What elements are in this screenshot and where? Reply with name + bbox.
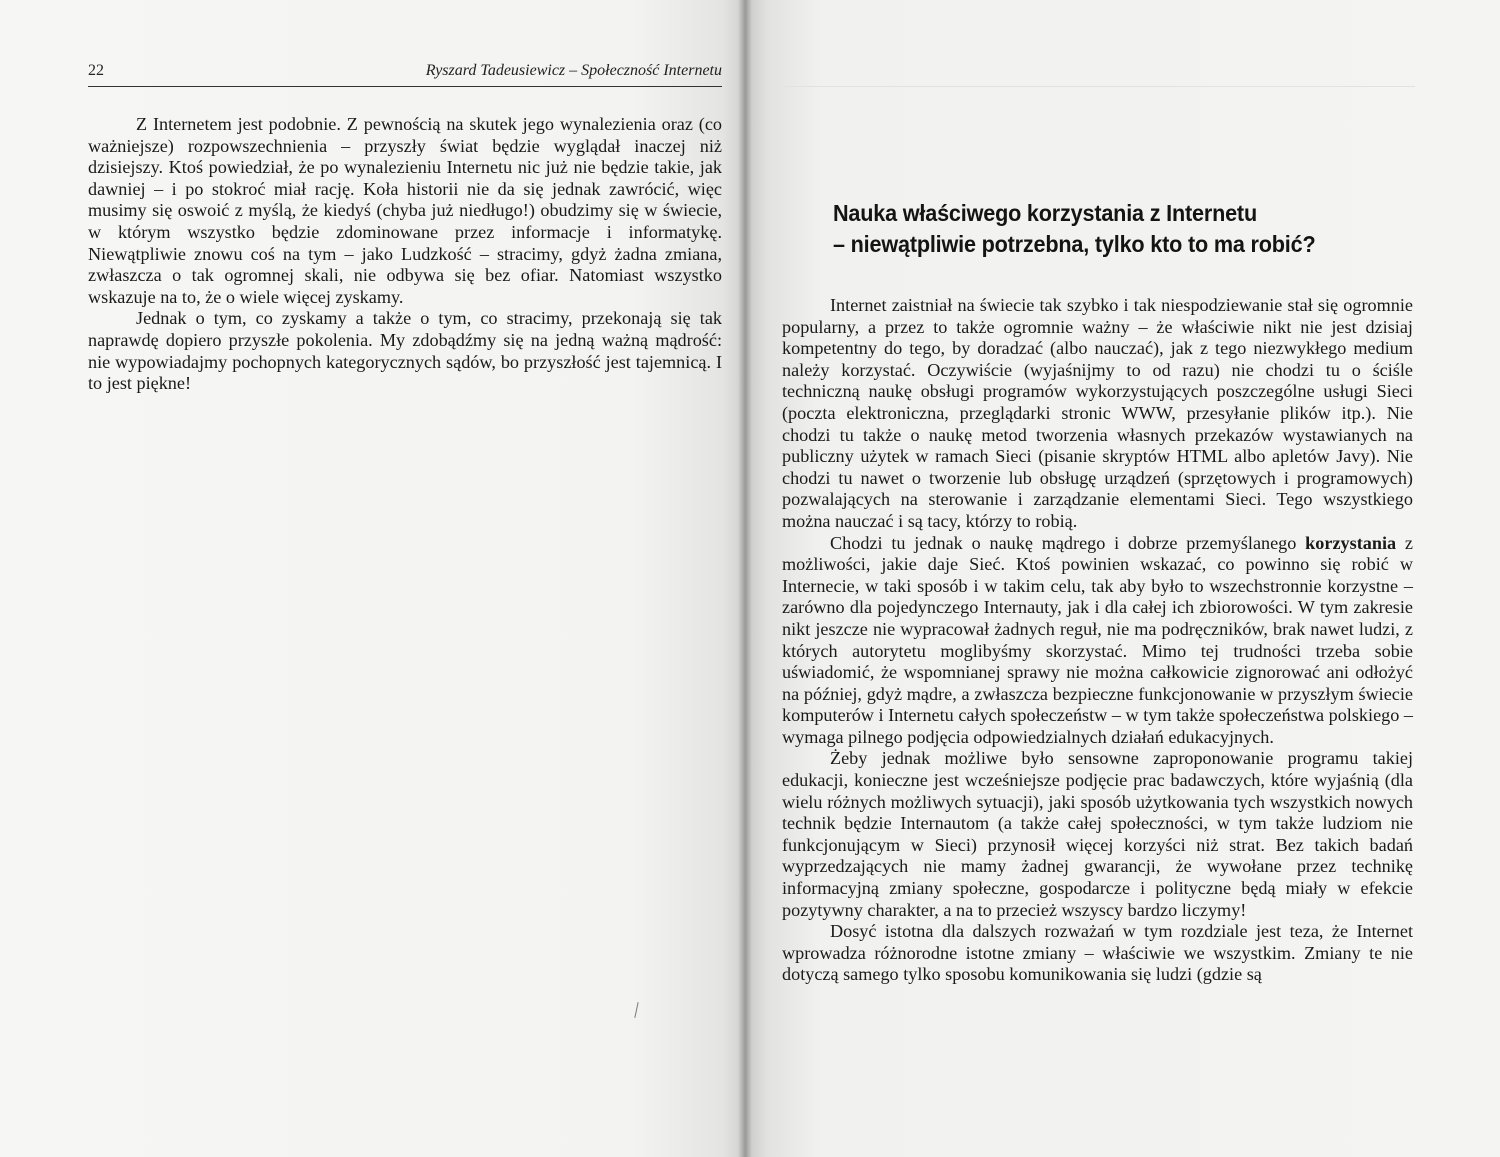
right-paragraph-2-rest: z możliwości, jakie daje Sieć. Ktoś powinien wskazać, co powinno się robić w Internecie, w taki sposób i w takim celu, tak aby było to wszechstronnie korzystne – zarówno dla pojedynczego Internauty, jak i dla całej ich zbiorowości. W tym zakresie nikt jeszcze nie wypracował żadnych reguł, nie ma podręczników, brak nawet ludzi, z których autorytetu moglibyśmy skorzystać. Mimo tej trudności trzeba sobie uświadomić, że wspomnianej sprawy nie można całkowicie zignorować ani odłożyć na później, gdyż mądre, a zwłaszcza bezpieczne funkcjonowanie w przyszłym świecie komputerów i Internetu całych społeczeństw – w tym także społeczeństwa polskiego – wymaga pilnego podjęcia odpowiedzialnych działań edukacyjnych. bbox=[782, 532, 1413, 747]
left-page bbox=[0, 0, 745, 1157]
emphasis-korzystania: korzystania bbox=[1305, 532, 1397, 553]
running-head-left bbox=[88, 60, 722, 87]
right-paragraph-1: Internet zaistniał na świecie tak szybko i tak niespodziewanie stał się ogromnie popularny, a przez to także ogromnie ważny – że właściwie nikt nie jest dzisiaj kompetentny do tego, by doradzać (albo nauczać), jak z tego niezwykłego medium należy korzystać. Oczywiście (wyjaśnijmy to od razu) nie chodzi tu o ściśle techniczną naukę obsługi programów wykorzystujących poszczególne usługi Sieci (poczta elektroniczna, przeglądarki stronic WWW, przesyłanie plików itp.). Nie chodzi tu także o naukę metod tworzenia własnych przekazów wystawianych na publiczny użytek w ramach Sieci (pisanie skryptów HTML albo apletów Javy). Nie chodzi tu nawet o tworzenie lub obsługę urządzeń (sprzętowych i programowych) pozwalających na sterowanie i zarządzanie elementami Sieci. Tego wszystkiego można nauczać i są tacy, którzy to robią. bbox=[782, 295, 1413, 531]
right-page-body bbox=[782, 295, 1413, 986]
left-paragraph-1: Z Internetem jest podobnie. Z pewnością na skutek jego wynalezienia oraz (co ważniejsze) rozpowszechnienia – przyszły świat będzie wyglądał inaczej niż dzisiejszy. Ktoś powiedział, że po wynalezieniu Internetu nic już nie będzie takie, jak dawniej – i po stokroć miał rację. Koła historii nie da się jednak zawrócić, więc musimy się oswoić z myślą, że kiedyś (chyba już niedługo!) obudzimy się w świecie, w którym wszystko będzie zdominowane przez informacje i informatykę. Niewątpliwie znowu coś na tym – jako Ludzkość – stracimy, gdyż żadna zmiana, zwłaszcza o tak ogromnej skali, nie odbywa się bez ofiar. Natomiast wszystko wskazuje na to, że o wiele więcej zyskamy. bbox=[88, 114, 722, 307]
right-paragraph-2-start: Chodzi tu jednak o naukę mądrego i dobrze przemyślanego bbox=[830, 532, 1306, 553]
show-through-header bbox=[785, 64, 1415, 87]
running-title: Ryszard Tadeusiewicz – Społeczność Internetu bbox=[425, 62, 722, 79]
right-paragraph-3: Żeby jednak możliwe było sensowne zaproponowanie programu takiej edukacji, konieczne jest wcześniejsze podjęcie prac badawczych, które wyjaśnią (dla wielu różnych możliwych sytuacji), jaki sposób użytkowania tych wszystkich nowych technik będzie Internautom (a także całej społeczności, w tym także ludziom nie funkcjonującym w Sieci) przynosił więcej korzyści niż strat. Bez takich badań wyprzedzających nie mamy żadnej gwarancji, że wywołane przez technikę informacyjną zmiany społeczne, gospodarcze i polityczne będą miały w efekcie pozytywny charakter, a na to przecież wszyscy bardzo liczymy! bbox=[782, 748, 1413, 920]
book-gutter bbox=[738, 0, 752, 1157]
section-heading bbox=[833, 198, 1385, 260]
pencil-mark bbox=[634, 1002, 638, 1018]
left-paragraph-2: Jednak o tym, co zyskamy a także o tym, co stracimy, przekonają się tak naprawdę dopiero przyszłe pokolenia. My zdobądźmy się na jedną ważną mądrość: nie wypowiadajmy pochopnych kategorycznych sądów, bo przyszłość jest tajemnicą. I to jest piękne! bbox=[88, 308, 722, 394]
section-heading-line-2: – niewątpliwie potrzebna, tylko kto to ma robić? bbox=[833, 231, 1316, 257]
section-heading-line-1: Nauka właściwego korzystania z Internetu bbox=[833, 200, 1257, 226]
right-page bbox=[745, 0, 1500, 1157]
left-page-body bbox=[88, 114, 722, 395]
page-number-left: 22 bbox=[88, 62, 104, 79]
right-paragraph-2 bbox=[782, 533, 1413, 749]
right-paragraph-4: Dosyć istotna dla dalszych rozważań w tym rozdziale jest teza, że Internet wprowadza różnorodne istotne zmiany – właściwie we wszystkim. Zmiany te nie dotyczą samego tylko sposobu komunikowania się ludzi (gdzie są bbox=[782, 921, 1413, 985]
